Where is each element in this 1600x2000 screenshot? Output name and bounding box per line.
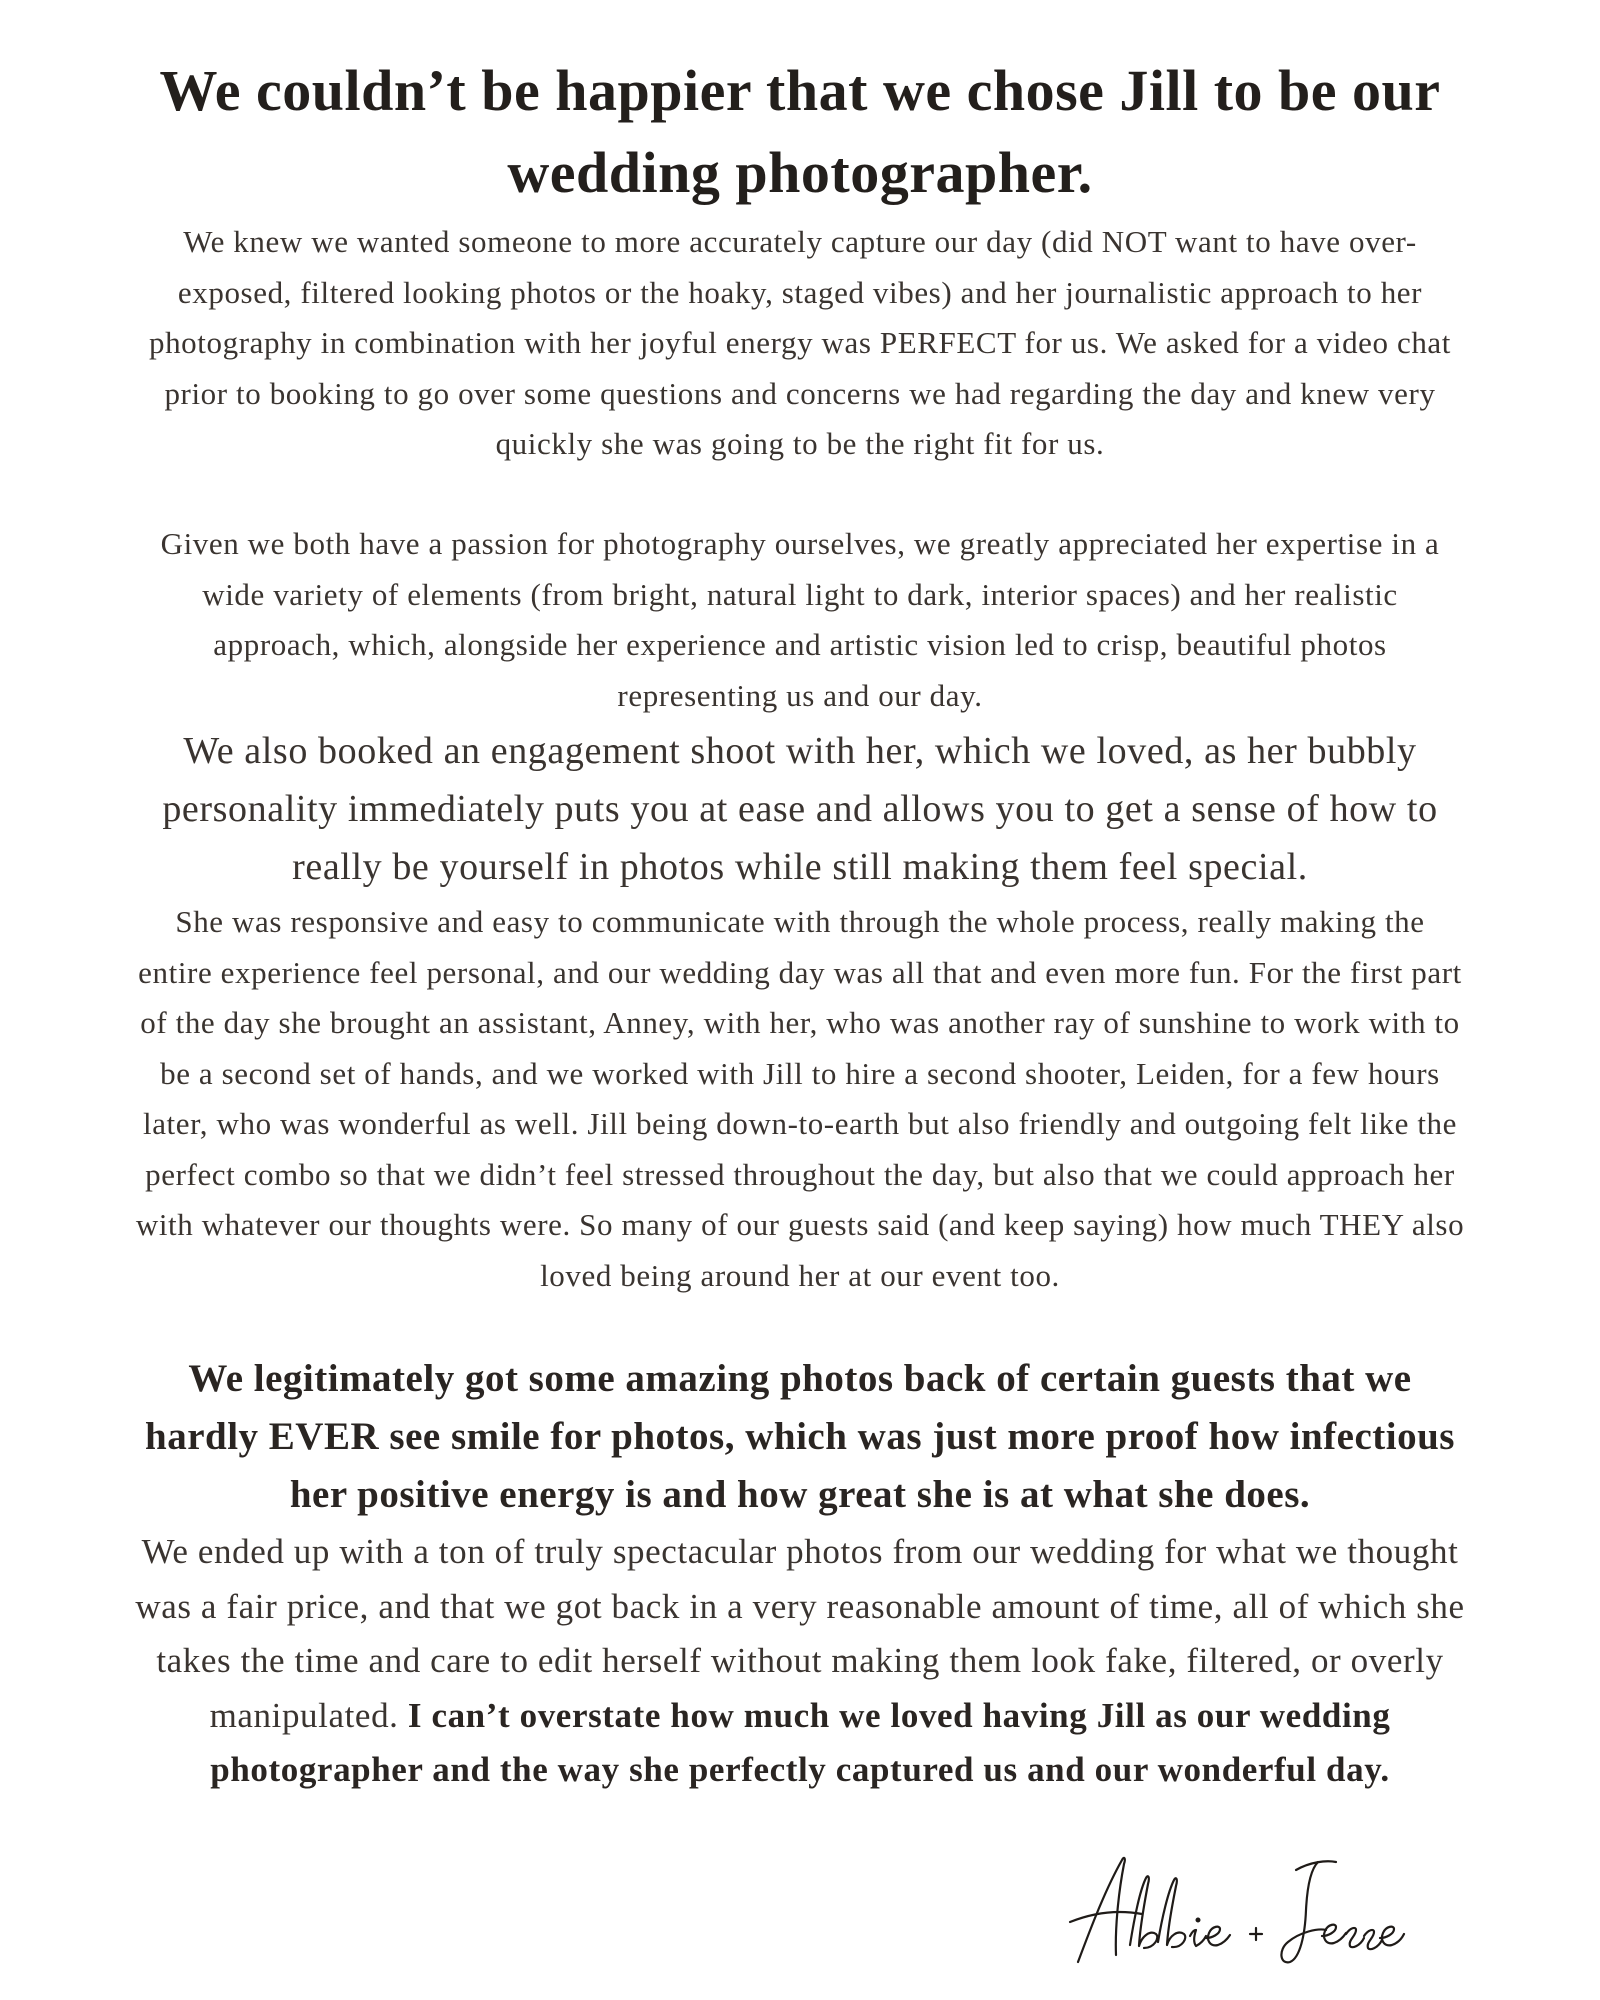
paragraph-intro: We knew we wanted someone to more accurately capture our day (did NOT want to have over-exposed, filtered looking photos or the hoaky, staged vibes) and her journalistic approach to her photography in combination with her joyful energy was PERFECT for us. We asked for a video chat prior to booking to go over some questions and concerns we had regarding the day and knew very quickly she was going to be the right fit for us.	[148, 224, 1452, 461]
paragraph-closing	[135, 1525, 1465, 1798]
paragraph-engagement-shoot: We also booked an engagement shoot with her, which we loved, as her bubbly personality immediately puts you at ease and allows you to get a sense of how to really be yourself in photos while still making them feel special.	[162, 730, 1438, 888]
paragraph-wedding-day: She was responsive and easy to communicate with through the whole process, really making the entire experience feel personal, and our wedding day was all that and even more fun. For the first part of the day she brought an assistant, Anney, with her, who was another ray of sunshine to work with to be a second set of hands, and we worked with Jill to hire a second shooter, Leiden, for a few hours later, who was wonderful as well. Jill being down-to-earth but also friendly and outgoing felt like the perfect combo so that we didn’t feel stressed throughout the day, but also that we could approach her with whatever our thoughts were. So many of our guests said (and keep saying) how much THEY also loved being around her at our event too.	[135, 904, 1465, 1293]
signature	[1060, 1850, 1410, 1970]
page-title: We couldn’t be happier that we chose Jill to be our wedding photographer.	[159, 58, 1441, 205]
closing-bold-text: I can’t overstate how much we loved having Jill as our wedding photographer and the way she perfectly captured us and our wonderful day.	[210, 1695, 1391, 1789]
paragraph-highlight: We legitimately got some amazing photos back of certain guests that we hardly EVER see smile for photos, which was just more proof how infectious her positive energy is and how great she is at what she does.	[145, 1357, 1455, 1516]
closing-regular-text: We ended up with a ton of truly spectacular photos from our wedding for what we thought was a fair price, and that we got back in a very reasonable amount of time, all of which she takes the time and care to edit herself without making them look fake, filtered, or overly manipulated.	[135, 1532, 1465, 1735]
paragraph-expertise: Given we both have a passion for photography ourselves, we greatly appreciated her expertise in a wide variety of elements (from bright, natural light to dark, interior spaces) and her realistic approach, which, alongside her experience and artistic vision led to crisp, beautiful photos representing us and our day.	[160, 526, 1440, 713]
